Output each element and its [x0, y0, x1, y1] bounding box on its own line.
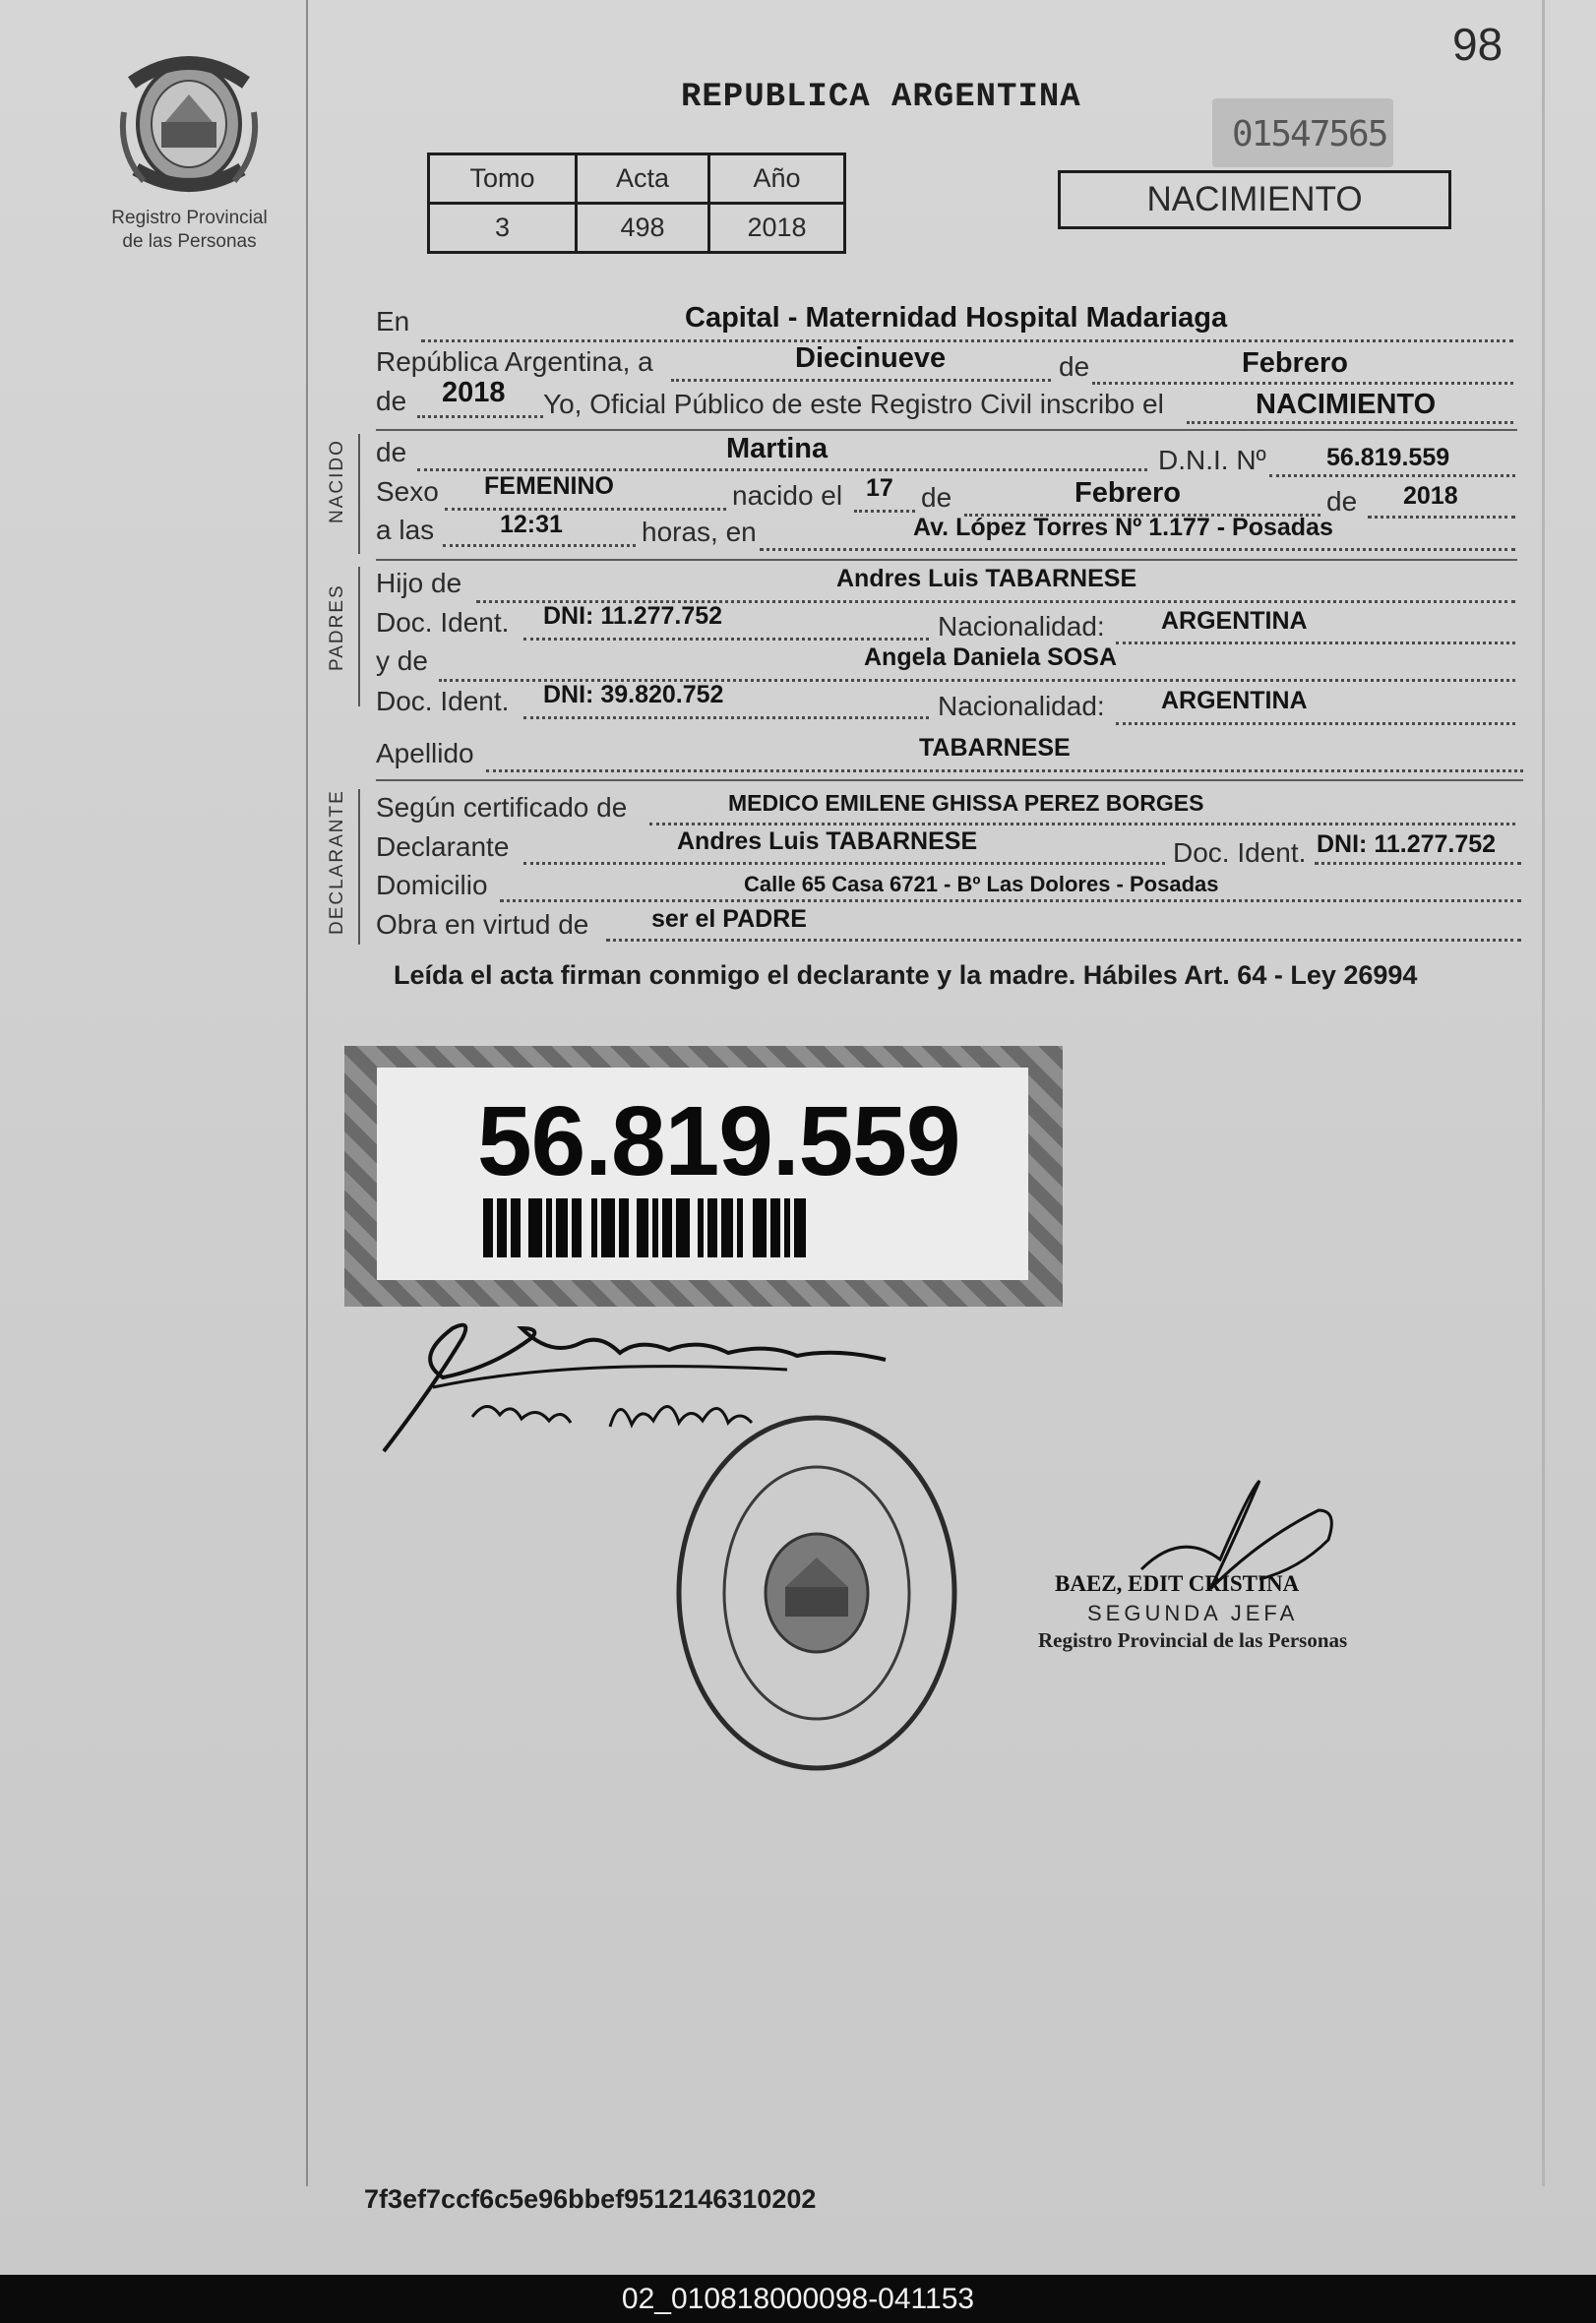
declarant-doc-value: DNI: 11.277.752 — [1317, 830, 1497, 858]
dotted-line — [1187, 421, 1513, 424]
declarant-name-value: Andres Luis TABARNESE — [677, 827, 978, 855]
dotted-line — [417, 468, 1147, 471]
barcode-bar — [497, 1198, 507, 1257]
nacionalidad-label: Nacionalidad: — [938, 691, 1105, 721]
dotted-line — [649, 823, 1515, 825]
barcode-bar — [601, 1198, 615, 1257]
father-name-value: Andres Luis TABARNESE — [836, 565, 1137, 592]
en-label: En — [376, 306, 410, 336]
declarante-label: Declarante — [376, 831, 510, 862]
registry-header-tomo: Tomo — [429, 154, 577, 204]
padres-bracket — [358, 567, 360, 706]
dni-sticker — [344, 1046, 1063, 1307]
dotted-line — [1269, 474, 1515, 477]
doc-ident-label: Doc. Ident. — [376, 607, 510, 638]
official-org: Registro Provincial de las Personas — [1038, 1628, 1348, 1652]
de-label: de — [376, 386, 407, 416]
logo-caption — [79, 207, 300, 254]
birth-month-value: Febrero — [1074, 477, 1181, 509]
domicilio-label: Domicilio — [376, 870, 488, 900]
declarante-section-label: DECLARANTE — [327, 789, 347, 935]
barcode-bar — [753, 1198, 767, 1257]
official-name: BAEZ, EDIT CRISTINA — [1055, 1571, 1300, 1596]
a-las-label: a las — [376, 515, 435, 545]
barcode-bar — [676, 1198, 690, 1257]
hijo-de-label: Hijo de — [376, 568, 462, 598]
nacido-bracket — [358, 434, 360, 554]
registry-header-acta: Acta — [577, 154, 709, 204]
republica-label: República Argentina, a — [376, 346, 653, 377]
father-doc-value: DNI: 11.277.752 — [543, 602, 723, 630]
margin-line — [306, 0, 308, 2186]
barcode-bar — [721, 1198, 733, 1257]
birth-day-value: 17 — [866, 474, 893, 502]
de-label: de — [921, 482, 952, 513]
page-edge — [1542, 0, 1545, 2186]
official-text: Yo, Oficial Público de este Registro Civil inscribo el — [543, 389, 1164, 419]
section-divider — [376, 429, 1517, 431]
dotted-line — [523, 716, 929, 719]
mother-name-value: Angela Daniela SOSA — [864, 643, 1118, 671]
de-label: de — [1326, 486, 1358, 517]
serial-stamp — [1212, 98, 1393, 167]
child-name-value: Martina — [726, 433, 829, 464]
nacido-el-label: nacido el — [732, 480, 843, 511]
dotted-line — [445, 508, 726, 511]
barcode-bar — [637, 1198, 648, 1257]
logo-caption-line1: Registro Provincial — [111, 208, 268, 228]
horas-label: horas, en — [642, 517, 757, 547]
place-value: Capital - Maternidad Hospital Madariaga — [685, 302, 1228, 334]
official-role: SEGUNDA JEFA — [1087, 1601, 1299, 1625]
barcode-bar — [619, 1198, 629, 1257]
barcode-bar — [572, 1198, 582, 1257]
registry-seal — [669, 1410, 964, 1779]
barcode-bar — [662, 1198, 672, 1257]
declarante-bracket — [358, 789, 360, 945]
registry-table-header-row — [429, 154, 845, 204]
dotted-line — [671, 379, 1051, 382]
mother-doc-value: DNI: 39.820.752 — [543, 681, 724, 708]
dotted-line — [1368, 516, 1515, 519]
dotted-line — [500, 899, 1521, 902]
apellido-value: TABARNESE — [919, 734, 1071, 762]
birth-year-value: 2018 — [1403, 482, 1458, 510]
logo-caption-line2: de las Personas — [122, 231, 257, 252]
barcode — [483, 1198, 914, 1257]
year-value: 2018 — [442, 377, 506, 408]
doc-ident-label: Doc. Ident. — [376, 686, 510, 716]
page-number: 98 — [1452, 19, 1504, 70]
dotted-line — [1116, 722, 1515, 725]
registry-value-tomo: 3 — [429, 204, 577, 253]
obra-label: Obra en virtud de — [376, 909, 589, 940]
barcode-bar — [556, 1198, 568, 1257]
dotted-line — [421, 339, 1513, 342]
birth-address-value: Av. López Torres Nº 1.177 - Posadas — [913, 514, 1333, 541]
barcode-bar — [770, 1198, 780, 1257]
dotted-line — [1315, 862, 1521, 865]
barcode-bar — [794, 1198, 806, 1257]
misiones-emblem-logo — [116, 43, 262, 196]
closing-statement: Leída el acta firman conmigo el declarante y la madre. Hábiles Art. 64 - Ley 26994 — [394, 960, 1418, 990]
section-divider — [376, 779, 1523, 781]
registry-value-ano: 2018 — [709, 204, 845, 253]
nacionalidad-label: Nacionalidad: — [938, 611, 1105, 642]
apellido-label: Apellido — [376, 738, 474, 768]
certificado-label: Según certificado de — [376, 792, 628, 823]
doc-type-box: NACIMIENTO — [1058, 170, 1451, 229]
barcode-bar — [511, 1198, 521, 1257]
dotted-line — [760, 548, 1515, 551]
child-dni-value: 56.819.559 — [1326, 444, 1450, 471]
y-de-label: y de — [376, 645, 428, 676]
registry-header-ano: Año — [709, 154, 845, 204]
serial-number: 01547565 — [1232, 114, 1387, 154]
nacido-section-label: NACIDO — [327, 439, 347, 523]
registry-table — [427, 153, 846, 254]
dni-label: D.N.I. Nº — [1158, 445, 1266, 475]
dotted-line — [1092, 382, 1513, 385]
dotted-line — [854, 510, 915, 513]
section-divider — [376, 559, 1517, 561]
dotted-line — [443, 544, 636, 547]
country-title: REPUBLICA ARGENTINA — [681, 79, 1081, 116]
dotted-line — [606, 939, 1521, 942]
barcode-bar — [528, 1198, 542, 1257]
day-words-value: Diecinueve — [795, 342, 947, 374]
father-nationality-value: ARGENTINA — [1161, 607, 1308, 635]
address-value: Calle 65 Casa 6721 - Bº Las Dolores - Posadas — [744, 872, 1219, 896]
inscription-type-value: NACIMIENTO — [1256, 389, 1437, 420]
dotted-line — [1116, 642, 1515, 644]
dotted-line — [486, 769, 1523, 772]
barcode-bar — [483, 1198, 493, 1257]
sticker-dni-number: 56.819.559 — [477, 1086, 960, 1196]
dotted-line — [417, 415, 543, 418]
sexo-label: Sexo — [376, 476, 439, 507]
birth-time-value: 12:31 — [500, 511, 563, 538]
barcode-bar — [707, 1198, 717, 1257]
registry-value-acta: 498 — [577, 204, 709, 253]
dni-sticker-label — [377, 1068, 1028, 1280]
registry-table-value-row — [429, 204, 845, 253]
doc-ident-label: Doc. Ident. — [1173, 837, 1307, 868]
dotted-line — [523, 638, 929, 641]
de-label: de — [376, 437, 407, 467]
mother-nationality-value: ARGENTINA — [1161, 687, 1308, 714]
file-id-bar: 02_010818000098-041153 — [0, 2275, 1596, 2323]
month-value: Febrero — [1242, 347, 1348, 379]
document-hash: 7f3ef7ccf6c5e96bbef9512146310202 — [364, 2184, 817, 2214]
capacity-value: ser el PADRE — [651, 905, 807, 933]
sexo-value: FEMENINO — [484, 472, 614, 500]
certificate-value: MEDICO EMILENE GHISSA PEREZ BORGES — [728, 790, 1204, 816]
dotted-line — [523, 862, 1165, 865]
padres-section-label: PADRES — [327, 583, 347, 671]
de-label: de — [1059, 351, 1090, 382]
